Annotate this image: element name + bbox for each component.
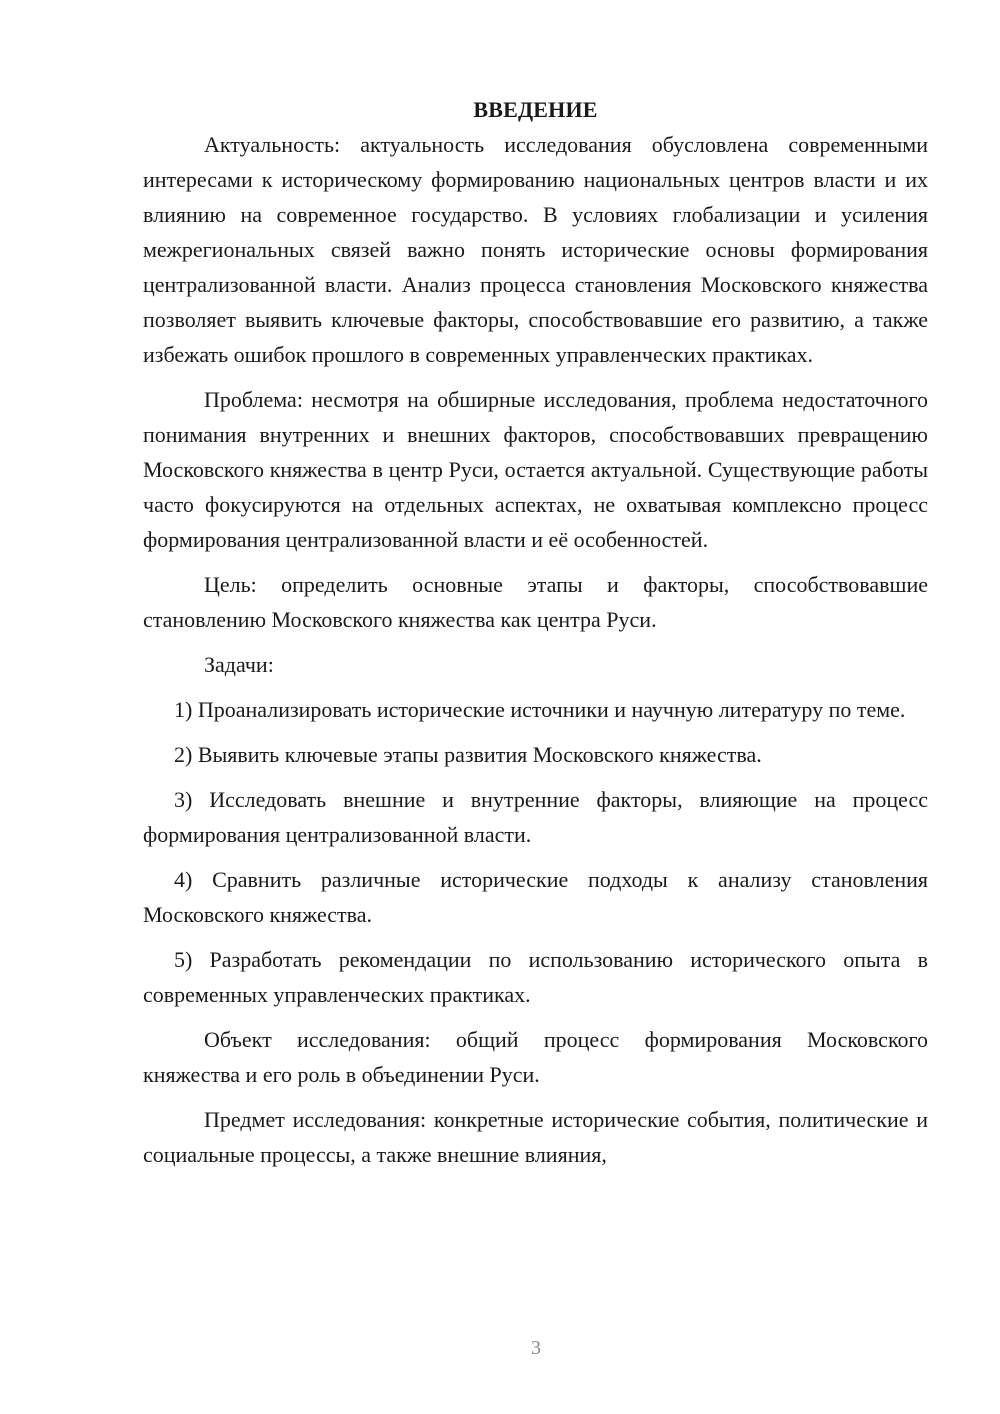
section-heading: ВВЕДЕНИЕ: [473, 97, 598, 122]
document-body: [143, 93, 928, 1182]
relevance-paragraph: Актуальность: актуальность исследования обусловлена современными интересами к историческому формированию национальных центров власти и их влиянию на современное государство. В условиях глобализации и усиления межрегиональных связей важно понять исторические основы формирования централизованной власти. Анализ процесса становления Московского княжества позволяет выявить ключевые факторы, способствовавшие его развитию, а также избежать ошибок прошлого в современных управленческих практиках.: [143, 132, 928, 367]
page-number: 3: [531, 1337, 541, 1359]
tasks-label: Задачи:: [204, 652, 274, 677]
task-item-4: 4) Сравнить различные исторические подходы к анализу становления Московского княжества.: [143, 867, 928, 927]
task-item-2: 2) Выявить ключевые этапы развития Московского княжества.: [174, 742, 762, 767]
task-item-1: 1) Проанализировать исторические источники и научную литературу по теме.: [174, 697, 906, 722]
object-paragraph: Объект исследования: общий процесс формирования Московского княжества и его роль в объединении Руси.: [143, 1027, 928, 1087]
task-item-3: 3) Исследовать внешние и внутренние факторы, влияющие на процесс формирования централизованной власти.: [143, 787, 928, 847]
subject-paragraph: Предмет исследования: конкретные исторические события, политические и социальные процессы, а также внешние влияния,: [143, 1107, 928, 1167]
task-item-5: 5) Разработать рекомендации по использованию исторического опыта в современных управленческих практиках.: [143, 947, 928, 1007]
problem-paragraph: Проблема: несмотря на обширные исследования, проблема недостаточного понимания внутренних и внешних факторов, способствовавших превращению Московского княжества в центр Руси, остается актуальной. Существующие работы часто фокусируются на отдельных аспектах, не охватывая комплексно процесс формирования централизованной власти и её особенностей.: [143, 387, 928, 552]
goal-paragraph: Цель: определить основные этапы и факторы, способствовавшие становлению Московского княжества как центра Руси.: [143, 572, 928, 632]
